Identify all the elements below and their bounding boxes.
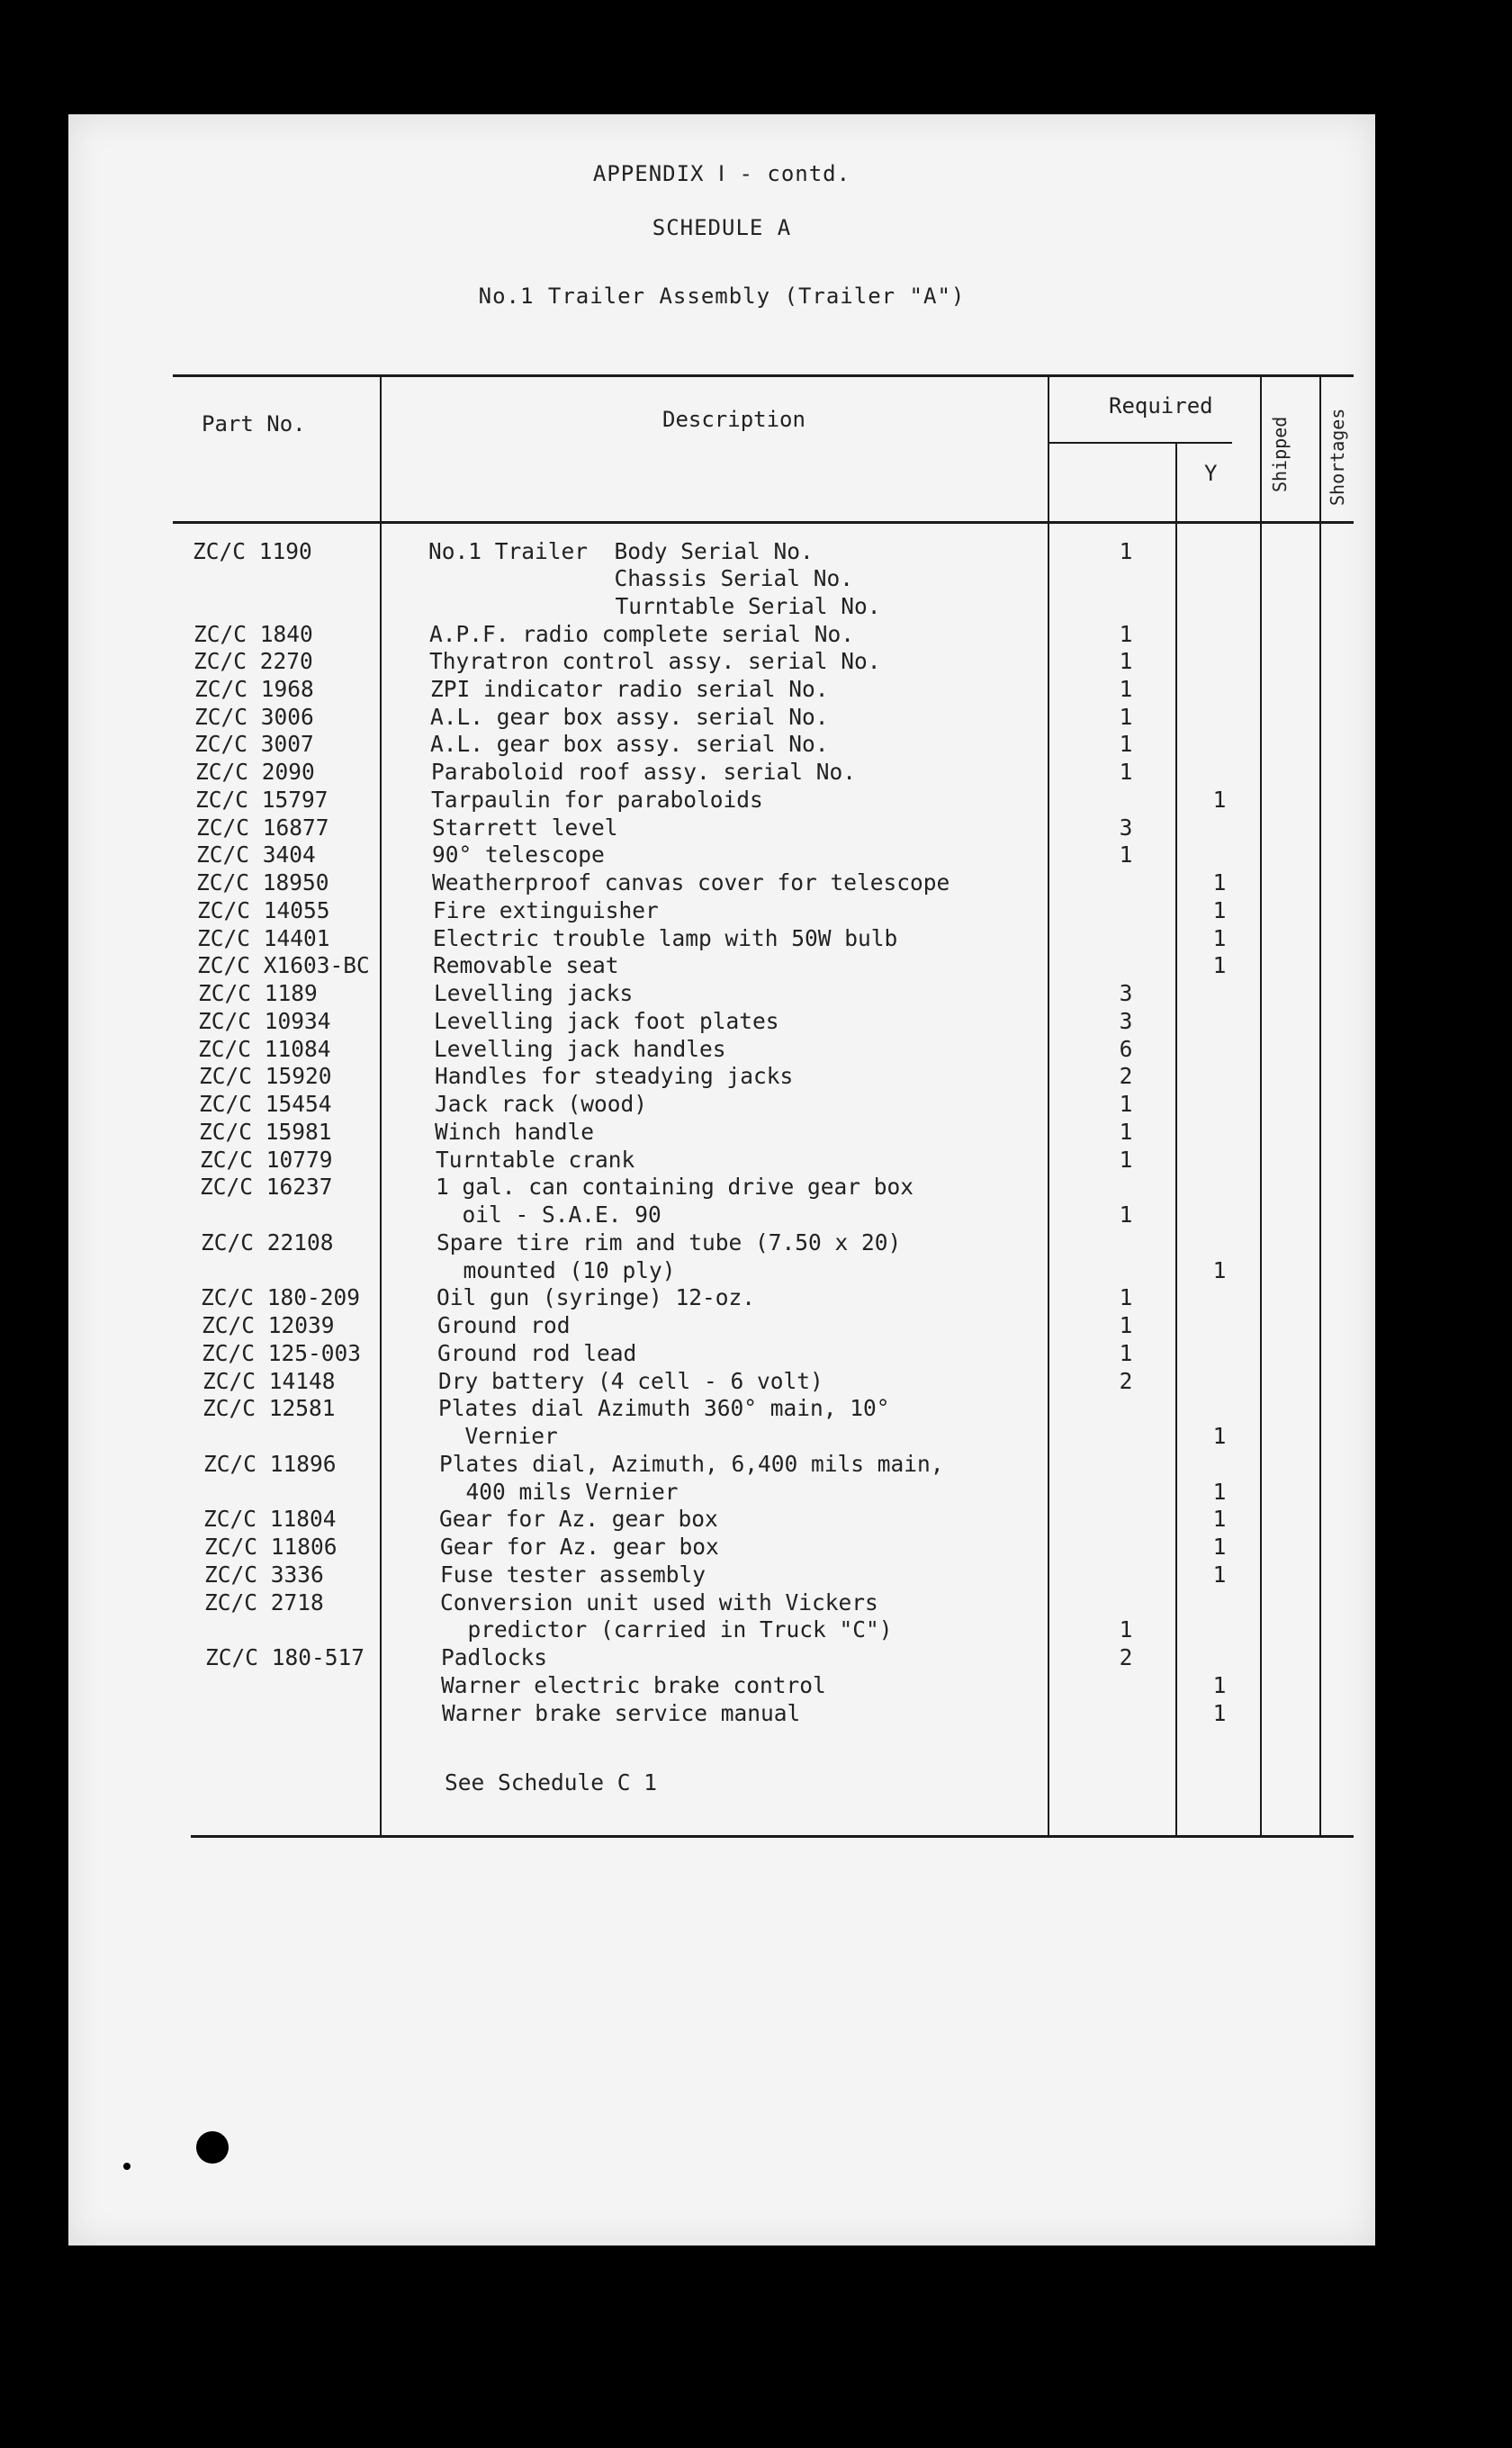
part-number: ZC/C 10934 — [198, 1008, 331, 1034]
document-page — [68, 114, 1375, 2246]
item-description: Thyratron control assy. serial No. — [429, 648, 881, 674]
part-number: ZC/C 14148 — [202, 1368, 336, 1394]
part-number: ZC/C 2718 — [204, 1589, 324, 1616]
item-description: Electric trouble lamp with 50W bulb — [433, 925, 898, 951]
required-qty: 1 — [1119, 1147, 1133, 1173]
column-header-required: Required — [1109, 393, 1213, 418]
required-qty: 1 — [1119, 1119, 1133, 1145]
part-number: ZC/C 15454 — [199, 1091, 332, 1117]
item-description: Turntable Serial No. — [429, 593, 881, 619]
required-y-qty: 1 — [1212, 1700, 1227, 1726]
column-header-shipped: Shipped — [1269, 416, 1291, 492]
item-description: Vernier — [438, 1423, 558, 1449]
item-description: Weatherproof canvas cover for telescope — [432, 869, 950, 896]
item-description: mounted (10 ply) — [436, 1257, 676, 1283]
speck-mark — [123, 2163, 130, 2170]
footer-note: See Schedule C 1 — [445, 1769, 658, 1796]
assembly-title: No.1 Trailer Assembly (Trailer "A") — [478, 284, 966, 309]
item-description: 400 mils Vernier — [439, 1479, 679, 1505]
part-number: ZC/C 12039 — [202, 1312, 335, 1338]
part-number: ZC/C X1603-BC — [197, 952, 370, 978]
column-header-shortages: Shortages — [1327, 408, 1348, 506]
item-description: Levelling jack foot plates — [434, 1008, 779, 1034]
required-y-qty: 1 — [1212, 1506, 1227, 1532]
column-divider-shipped — [1319, 374, 1321, 1837]
item-description: 90° telescope — [432, 842, 605, 868]
required-qty: 3 — [1119, 1008, 1133, 1034]
part-number: ZC/C 3404 — [196, 842, 316, 868]
required-qty: 1 — [1119, 648, 1133, 674]
part-number: ZC/C 11806 — [204, 1534, 338, 1560]
item-description: Levelling jack handles — [434, 1036, 726, 1062]
required-y-qty: 1 — [1212, 1534, 1227, 1560]
required-y-qty: 1 — [1212, 787, 1227, 813]
part-number: ZC/C 15981 — [199, 1119, 332, 1145]
item-description: Oil gun (syringe) 12-oz. — [436, 1284, 756, 1310]
column-divider-required-y — [1175, 444, 1177, 1837]
part-number: ZC/C 11896 — [203, 1451, 337, 1477]
part-number: ZC/C 15797 — [195, 787, 328, 813]
column-header-description: Description — [662, 407, 806, 432]
required-y-qty: 1 — [1212, 1423, 1227, 1449]
part-number: ZC/C 16237 — [200, 1174, 333, 1200]
item-description: Gear for Az. gear box — [439, 1506, 718, 1532]
required-qty: 3 — [1119, 980, 1133, 1006]
part-number: ZC/C 22108 — [201, 1229, 334, 1256]
part-number: ZC/C 180-209 — [201, 1284, 361, 1310]
item-description: Paraboloid roof assy. serial No. — [431, 759, 857, 785]
part-number: ZC/C 2270 — [194, 648, 313, 674]
required-qty: 2 — [1119, 1063, 1133, 1089]
part-number: ZC/C 18950 — [196, 869, 329, 896]
required-qty: 1 — [1119, 1284, 1133, 1310]
required-qty: 1 — [1119, 676, 1133, 702]
required-qty: 1 — [1119, 538, 1133, 564]
required-qty: 1 — [1119, 731, 1133, 757]
required-y-qty: 1 — [1212, 869, 1227, 896]
item-description: ZPI indicator radio serial No. — [430, 676, 829, 702]
part-number: ZC/C 1189 — [198, 980, 318, 1006]
part-number: ZC/C 14401 — [197, 925, 330, 951]
part-number: ZC/C 12581 — [202, 1395, 336, 1421]
item-description: oil - S.A.E. 90 — [436, 1202, 662, 1228]
column-divider-y — [1260, 374, 1262, 1837]
part-number: ZC/C 2090 — [195, 759, 315, 785]
required-y-qty: 1 — [1212, 1479, 1227, 1505]
item-description: Fire extinguisher — [433, 897, 659, 923]
part-number: ZC/C 16877 — [196, 814, 329, 841]
part-number: ZC/C 11804 — [203, 1506, 337, 1532]
item-description: Spare tire rim and tube (7.50 x 20) — [436, 1229, 902, 1256]
part-number: ZC/C 1840 — [194, 621, 313, 647]
part-number: ZC/C 1190 — [193, 538, 312, 564]
required-qty: 2 — [1119, 1644, 1133, 1670]
part-number: ZC/C 10779 — [200, 1147, 333, 1173]
item-description: Plates dial Azimuth 360° main, 10° — [438, 1395, 890, 1421]
item-description: predictor (carried in Truck "C") — [441, 1616, 893, 1642]
required-qty: 1 — [1119, 704, 1133, 730]
table-bottom-rule — [191, 1835, 1354, 1838]
item-description: Handles for steadying jacks — [435, 1063, 794, 1089]
item-description: Warner brake service manual — [442, 1700, 801, 1726]
item-description: A.L. gear box assy. serial No. — [430, 704, 829, 730]
item-description: Turntable crank — [436, 1147, 635, 1173]
item-description: Plates dial, Azimuth, 6,400 mils main, — [439, 1451, 944, 1477]
required-y-qty: 1 — [1212, 1672, 1227, 1698]
part-number: ZC/C 3006 — [194, 704, 314, 730]
appendix-heading: APPENDIX Ⅰ - contd. — [592, 161, 851, 186]
item-description: Levelling jacks — [434, 980, 634, 1006]
item-description: Fuse tester assembly — [440, 1562, 706, 1588]
required-qty: 1 — [1119, 1340, 1133, 1366]
part-number: ZC/C 11084 — [198, 1036, 331, 1062]
item-description: Padlocks — [441, 1644, 548, 1670]
item-description: Gear for Az. gear box — [440, 1534, 719, 1560]
part-number: ZC/C 14055 — [197, 897, 330, 923]
required-qty: 1 — [1119, 1312, 1133, 1338]
item-description: A.P.F. radio complete serial No. — [429, 621, 855, 647]
item-description: 1 gal. can containing drive gear box — [436, 1174, 914, 1200]
column-divider-description — [1048, 374, 1049, 1837]
item-description: Conversion unit used with Vickers — [440, 1589, 878, 1616]
item-description: No.1 Trailer Body Serial No. — [428, 538, 814, 564]
required-y-qty: 1 — [1212, 925, 1227, 951]
required-qty: 3 — [1119, 814, 1133, 841]
item-description: Ground rod — [437, 1312, 571, 1338]
required-qty: 1 — [1119, 1091, 1133, 1117]
table-top-rule — [173, 374, 1354, 377]
required-y-qty: 1 — [1212, 952, 1227, 978]
punch-hole-mark — [196, 2131, 229, 2164]
part-number: ZC/C 180-517 — [205, 1644, 365, 1670]
part-number: ZC/C 3007 — [194, 731, 314, 757]
required-qty: 2 — [1119, 1368, 1133, 1394]
item-description: Starrett level — [432, 814, 618, 841]
part-number: ZC/C 125-003 — [202, 1340, 362, 1366]
item-description: Winch handle — [435, 1119, 595, 1145]
column-divider-part — [380, 374, 382, 1837]
part-number: ZC/C 15920 — [199, 1063, 332, 1089]
required-y-qty: 1 — [1212, 1562, 1227, 1588]
part-number: ZC/C 3336 — [204, 1562, 324, 1588]
required-qty: 1 — [1119, 759, 1133, 785]
required-qty: 1 — [1119, 621, 1133, 647]
required-qty: 1 — [1119, 1616, 1133, 1642]
item-description: Dry battery (4 cell - 6 volt) — [438, 1368, 824, 1394]
required-y-qty: 1 — [1212, 897, 1227, 923]
required-qty: 1 — [1119, 1202, 1133, 1228]
item-description: Tarpaulin for paraboloids — [431, 787, 763, 813]
required-sub-rule — [1048, 442, 1232, 444]
part-number: ZC/C 1968 — [194, 676, 314, 702]
column-header-y: Y — [1204, 461, 1218, 486]
item-description: Jack rack (wood) — [435, 1091, 648, 1117]
required-qty: 6 — [1119, 1036, 1133, 1062]
item-description: Warner electric brake control — [441, 1672, 826, 1698]
item-description: Ground rod lead — [437, 1340, 637, 1366]
item-description: Chassis Serial No. — [428, 565, 854, 591]
column-header-part-no: Part No. — [202, 411, 306, 436]
item-description: Removable seat — [433, 952, 619, 978]
item-description: A.L. gear box assy. serial No. — [430, 731, 829, 757]
required-qty: 1 — [1119, 842, 1133, 868]
required-y-qty: 1 — [1212, 1257, 1227, 1283]
schedule-heading: SCHEDULE A — [652, 215, 792, 240]
